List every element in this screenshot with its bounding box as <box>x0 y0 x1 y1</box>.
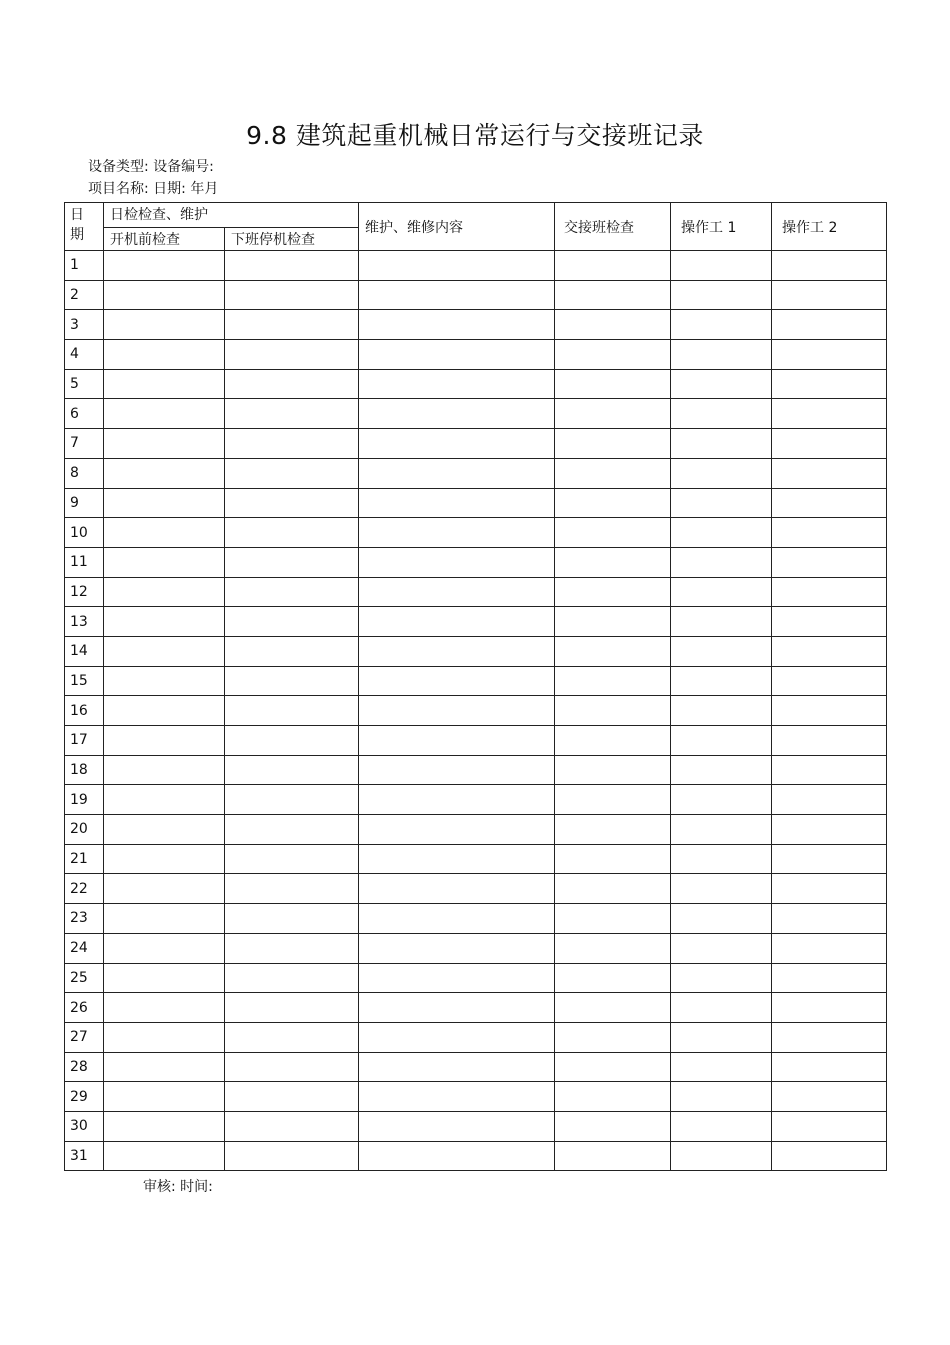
day-cell: 9 <box>65 488 104 518</box>
table-row <box>65 1111 887 1141</box>
header-operator-2: 操作工 2 <box>772 203 887 251</box>
handover-cell[interactable] <box>555 429 671 459</box>
pre-start-check-cell[interactable] <box>104 310 225 340</box>
day-cell: 23 <box>65 904 104 934</box>
pre-start-check-cell[interactable] <box>104 280 225 310</box>
operator-1-cell[interactable] <box>671 874 772 904</box>
handover-cell[interactable] <box>555 666 671 696</box>
operator-2-cell[interactable] <box>772 666 887 696</box>
handover-cell[interactable] <box>555 1052 671 1082</box>
operator-1-cell[interactable] <box>671 1022 772 1052</box>
day-cell: 11 <box>65 547 104 577</box>
table-row <box>65 636 887 666</box>
operator-2-cell[interactable] <box>772 518 887 548</box>
operator-1-cell[interactable] <box>671 1052 772 1082</box>
operator-1-cell[interactable] <box>671 963 772 993</box>
operator-1-cell[interactable] <box>671 547 772 577</box>
operator-2-cell[interactable] <box>772 785 887 815</box>
pre-start-check-cell[interactable] <box>104 1111 225 1141</box>
post-stop-check-cell[interactable] <box>225 755 359 785</box>
operator-2-cell[interactable] <box>772 726 887 756</box>
operator-1-cell[interactable] <box>671 696 772 726</box>
operator-2-cell[interactable] <box>772 933 887 963</box>
maintenance-cell[interactable] <box>359 518 555 548</box>
operator-1-cell[interactable] <box>671 815 772 845</box>
post-stop-check-cell[interactable] <box>225 1022 359 1052</box>
table-row <box>65 280 887 310</box>
review-footer: 审核: 时间: <box>143 1179 213 1195</box>
handover-cell[interactable] <box>555 399 671 429</box>
maintenance-cell[interactable] <box>359 726 555 756</box>
handover-cell[interactable] <box>555 547 671 577</box>
table-row <box>65 577 887 607</box>
table-row <box>65 429 887 459</box>
handover-cell[interactable] <box>555 251 671 281</box>
maintenance-cell[interactable] <box>359 963 555 993</box>
day-cell: 19 <box>65 785 104 815</box>
post-stop-check-cell[interactable] <box>225 251 359 281</box>
post-stop-check-cell[interactable] <box>225 666 359 696</box>
operator-2-cell[interactable] <box>772 1141 887 1171</box>
operator-2-cell[interactable] <box>772 874 887 904</box>
table-row <box>65 518 887 548</box>
table-row <box>65 310 887 340</box>
record-table <box>64 202 887 1171</box>
maintenance-cell[interactable] <box>359 547 555 577</box>
handover-cell[interactable] <box>555 785 671 815</box>
maintenance-cell[interactable] <box>359 993 555 1023</box>
day-cell: 25 <box>65 963 104 993</box>
day-cell: 14 <box>65 636 104 666</box>
maintenance-cell[interactable] <box>359 429 555 459</box>
post-stop-check-cell[interactable] <box>225 726 359 756</box>
day-cell: 10 <box>65 518 104 548</box>
post-stop-check-cell[interactable] <box>225 429 359 459</box>
operator-1-cell[interactable] <box>671 251 772 281</box>
table-row <box>65 340 887 370</box>
header-maintenance: 维护、维修内容 <box>359 203 555 251</box>
day-cell: 31 <box>65 1141 104 1171</box>
day-cell: 5 <box>65 369 104 399</box>
page-title: 9.8 建筑起重机械日常运行与交接班记录 <box>246 121 704 150</box>
post-stop-check-cell[interactable] <box>225 1082 359 1112</box>
table-row <box>65 488 887 518</box>
operator-2-cell[interactable] <box>772 369 887 399</box>
post-stop-check-cell[interactable] <box>225 607 359 637</box>
post-stop-check-cell[interactable] <box>225 785 359 815</box>
maintenance-cell[interactable] <box>359 1082 555 1112</box>
header-pre-start-check: 开机前检查 <box>104 228 225 251</box>
operator-1-cell[interactable] <box>671 607 772 637</box>
day-cell: 7 <box>65 429 104 459</box>
maintenance-cell[interactable] <box>359 340 555 370</box>
day-cell: 17 <box>65 726 104 756</box>
day-cell: 12 <box>65 577 104 607</box>
handover-cell[interactable] <box>555 1141 671 1171</box>
operator-2-cell[interactable] <box>772 251 887 281</box>
handover-cell[interactable] <box>555 904 671 934</box>
post-stop-check-cell[interactable] <box>225 340 359 370</box>
operator-1-cell[interactable] <box>671 310 772 340</box>
operator-2-cell[interactable] <box>772 904 887 934</box>
post-stop-check-cell[interactable] <box>225 963 359 993</box>
operator-1-cell[interactable] <box>671 340 772 370</box>
post-stop-check-cell[interactable] <box>225 1052 359 1082</box>
post-stop-check-cell[interactable] <box>225 399 359 429</box>
operator-2-cell[interactable] <box>772 636 887 666</box>
maintenance-cell[interactable] <box>359 488 555 518</box>
table-row <box>65 785 887 815</box>
maintenance-cell[interactable] <box>359 458 555 488</box>
operator-1-cell[interactable] <box>671 666 772 696</box>
maintenance-cell[interactable] <box>359 577 555 607</box>
operator-2-cell[interactable] <box>772 844 887 874</box>
pre-start-check-cell[interactable] <box>104 636 225 666</box>
operator-1-cell[interactable] <box>671 904 772 934</box>
handover-cell[interactable] <box>555 518 671 548</box>
handover-cell[interactable] <box>555 1022 671 1052</box>
post-stop-check-cell[interactable] <box>225 815 359 845</box>
table-row <box>65 815 887 845</box>
day-cell: 15 <box>65 666 104 696</box>
day-cell: 18 <box>65 755 104 785</box>
table-row <box>65 993 887 1023</box>
operator-1-cell[interactable] <box>671 785 772 815</box>
operator-2-cell[interactable] <box>772 1052 887 1082</box>
handover-cell[interactable] <box>555 963 671 993</box>
post-stop-check-cell[interactable] <box>225 488 359 518</box>
post-stop-check-cell[interactable] <box>225 458 359 488</box>
maintenance-cell[interactable] <box>359 399 555 429</box>
pre-start-check-cell[interactable] <box>104 666 225 696</box>
pre-start-check-cell[interactable] <box>104 458 225 488</box>
maintenance-cell[interactable] <box>359 933 555 963</box>
maintenance-cell[interactable] <box>359 904 555 934</box>
day-cell: 16 <box>65 696 104 726</box>
table-row <box>65 755 887 785</box>
table-row <box>65 369 887 399</box>
table-row <box>65 1052 887 1082</box>
operator-2-cell[interactable] <box>772 963 887 993</box>
header-post-stop-check: 下班停机检查 <box>225 228 359 251</box>
day-cell: 26 <box>65 993 104 1023</box>
day-cell: 21 <box>65 844 104 874</box>
day-cell: 13 <box>65 607 104 637</box>
pre-start-check-cell[interactable] <box>104 726 225 756</box>
table-row <box>65 1082 887 1112</box>
post-stop-check-cell[interactable] <box>225 280 359 310</box>
table-row <box>65 1022 887 1052</box>
pre-start-check-cell[interactable] <box>104 399 225 429</box>
pre-start-check-cell[interactable] <box>104 1052 225 1082</box>
operator-2-cell[interactable] <box>772 488 887 518</box>
operator-2-cell[interactable] <box>772 458 887 488</box>
pre-start-check-cell[interactable] <box>104 1082 225 1112</box>
handover-cell[interactable] <box>555 607 671 637</box>
header-handover: 交接班检查 <box>555 203 671 251</box>
table-row <box>65 547 887 577</box>
day-cell: 4 <box>65 340 104 370</box>
table-row <box>65 874 887 904</box>
handover-cell[interactable] <box>555 1111 671 1141</box>
pre-start-check-cell[interactable] <box>104 815 225 845</box>
post-stop-check-cell[interactable] <box>225 933 359 963</box>
post-stop-check-cell[interactable] <box>225 310 359 340</box>
operator-2-cell[interactable] <box>772 429 887 459</box>
header-date: 日 期 <box>65 203 104 251</box>
maintenance-cell[interactable] <box>359 607 555 637</box>
handover-cell[interactable] <box>555 993 671 1023</box>
table-row <box>65 666 887 696</box>
pre-start-check-cell[interactable] <box>104 1022 225 1052</box>
pre-start-check-cell[interactable] <box>104 340 225 370</box>
pre-start-check-cell[interactable] <box>104 607 225 637</box>
operator-2-cell[interactable] <box>772 310 887 340</box>
post-stop-check-cell[interactable] <box>225 518 359 548</box>
pre-start-check-cell[interactable] <box>104 904 225 934</box>
handover-cell[interactable] <box>555 933 671 963</box>
operator-2-cell[interactable] <box>772 696 887 726</box>
operator-1-cell[interactable] <box>671 1082 772 1112</box>
day-cell: 22 <box>65 874 104 904</box>
handover-cell[interactable] <box>555 458 671 488</box>
operator-1-cell[interactable] <box>671 933 772 963</box>
post-stop-check-cell[interactable] <box>225 904 359 934</box>
maintenance-cell[interactable] <box>359 1111 555 1141</box>
pre-start-check-cell[interactable] <box>104 369 225 399</box>
handover-cell[interactable] <box>555 310 671 340</box>
day-cell: 27 <box>65 1022 104 1052</box>
maintenance-cell[interactable] <box>359 815 555 845</box>
day-cell: 30 <box>65 1111 104 1141</box>
day-cell: 20 <box>65 815 104 845</box>
handover-cell[interactable] <box>555 844 671 874</box>
table-row <box>65 933 887 963</box>
handover-cell[interactable] <box>555 755 671 785</box>
operator-2-cell[interactable] <box>772 1022 887 1052</box>
operator-2-cell[interactable] <box>772 547 887 577</box>
table-row <box>65 607 887 637</box>
operator-2-cell[interactable] <box>772 815 887 845</box>
operator-1-cell[interactable] <box>671 399 772 429</box>
table-row <box>65 251 887 281</box>
handover-cell[interactable] <box>555 488 671 518</box>
day-cell: 3 <box>65 310 104 340</box>
pre-start-check-cell[interactable] <box>104 251 225 281</box>
pre-start-check-cell[interactable] <box>104 755 225 785</box>
operator-2-cell[interactable] <box>772 755 887 785</box>
equipment-info-line: 设备类型: 设备编号: <box>88 159 214 175</box>
pre-start-check-cell[interactable] <box>104 1141 225 1171</box>
post-stop-check-cell[interactable] <box>225 696 359 726</box>
operator-1-cell[interactable] <box>671 755 772 785</box>
post-stop-check-cell[interactable] <box>225 369 359 399</box>
operator-2-cell[interactable] <box>772 280 887 310</box>
pre-start-check-cell[interactable] <box>104 488 225 518</box>
operator-1-cell[interactable] <box>671 726 772 756</box>
day-cell: 6 <box>65 399 104 429</box>
post-stop-check-cell[interactable] <box>225 993 359 1023</box>
maintenance-cell[interactable] <box>359 369 555 399</box>
handover-cell[interactable] <box>555 815 671 845</box>
operator-1-cell[interactable] <box>671 429 772 459</box>
post-stop-check-cell[interactable] <box>225 636 359 666</box>
header-operator-1: 操作工 1 <box>671 203 772 251</box>
post-stop-check-cell[interactable] <box>225 1141 359 1171</box>
pre-start-check-cell[interactable] <box>104 963 225 993</box>
pre-start-check-cell[interactable] <box>104 844 225 874</box>
handover-cell[interactable] <box>555 280 671 310</box>
pre-start-check-cell[interactable] <box>104 577 225 607</box>
project-info-line: 项目名称: 日期: 年月 <box>88 181 219 197</box>
table-row <box>65 963 887 993</box>
maintenance-cell[interactable] <box>359 1022 555 1052</box>
operator-2-cell[interactable] <box>772 607 887 637</box>
operator-1-cell[interactable] <box>671 369 772 399</box>
table-row <box>65 904 887 934</box>
table-row <box>65 458 887 488</box>
table-row <box>65 1141 887 1171</box>
operator-1-cell[interactable] <box>671 577 772 607</box>
pre-start-check-cell[interactable] <box>104 696 225 726</box>
post-stop-check-cell[interactable] <box>225 1111 359 1141</box>
operator-2-cell[interactable] <box>772 993 887 1023</box>
handover-cell[interactable] <box>555 636 671 666</box>
operator-2-cell[interactable] <box>772 577 887 607</box>
post-stop-check-cell[interactable] <box>225 874 359 904</box>
maintenance-cell[interactable] <box>359 755 555 785</box>
day-cell: 28 <box>65 1052 104 1082</box>
operator-2-cell[interactable] <box>772 1111 887 1141</box>
handover-cell[interactable] <box>555 874 671 904</box>
maintenance-cell[interactable] <box>359 785 555 815</box>
table-row <box>65 696 887 726</box>
handover-cell[interactable] <box>555 726 671 756</box>
pre-start-check-cell[interactable] <box>104 874 225 904</box>
pre-start-check-cell[interactable] <box>104 993 225 1023</box>
operator-1-cell[interactable] <box>671 844 772 874</box>
maintenance-cell[interactable] <box>359 696 555 726</box>
operator-2-cell[interactable] <box>772 399 887 429</box>
table-row <box>65 844 887 874</box>
operator-1-cell[interactable] <box>671 458 772 488</box>
pre-start-check-cell[interactable] <box>104 785 225 815</box>
pre-start-check-cell[interactable] <box>104 933 225 963</box>
post-stop-check-cell[interactable] <box>225 547 359 577</box>
handover-cell[interactable] <box>555 369 671 399</box>
operator-2-cell[interactable] <box>772 340 887 370</box>
post-stop-check-cell[interactable] <box>225 577 359 607</box>
handover-cell[interactable] <box>555 696 671 726</box>
maintenance-cell[interactable] <box>359 1141 555 1171</box>
post-stop-check-cell[interactable] <box>225 844 359 874</box>
pre-start-check-cell[interactable] <box>104 429 225 459</box>
maintenance-cell[interactable] <box>359 251 555 281</box>
day-cell: 24 <box>65 933 104 963</box>
operator-1-cell[interactable] <box>671 488 772 518</box>
operator-1-cell[interactable] <box>671 636 772 666</box>
table-row <box>65 399 887 429</box>
day-cell: 8 <box>65 458 104 488</box>
operator-1-cell[interactable] <box>671 1111 772 1141</box>
header-daily-check: 日检检查、维护 <box>104 203 359 228</box>
maintenance-cell[interactable] <box>359 874 555 904</box>
operator-1-cell[interactable] <box>671 1141 772 1171</box>
day-cell: 2 <box>65 280 104 310</box>
handover-cell[interactable] <box>555 340 671 370</box>
maintenance-cell[interactable] <box>359 636 555 666</box>
maintenance-cell[interactable] <box>359 844 555 874</box>
maintenance-cell[interactable] <box>359 280 555 310</box>
operator-1-cell[interactable] <box>671 280 772 310</box>
handover-cell[interactable] <box>555 577 671 607</box>
maintenance-cell[interactable] <box>359 310 555 340</box>
handover-cell[interactable] <box>555 1082 671 1112</box>
operator-1-cell[interactable] <box>671 518 772 548</box>
day-cell: 29 <box>65 1082 104 1112</box>
maintenance-cell[interactable] <box>359 666 555 696</box>
operator-1-cell[interactable] <box>671 993 772 1023</box>
maintenance-cell[interactable] <box>359 1052 555 1082</box>
day-cell: 1 <box>65 251 104 281</box>
pre-start-check-cell[interactable] <box>104 518 225 548</box>
pre-start-check-cell[interactable] <box>104 547 225 577</box>
table-row <box>65 726 887 756</box>
operator-2-cell[interactable] <box>772 1082 887 1112</box>
